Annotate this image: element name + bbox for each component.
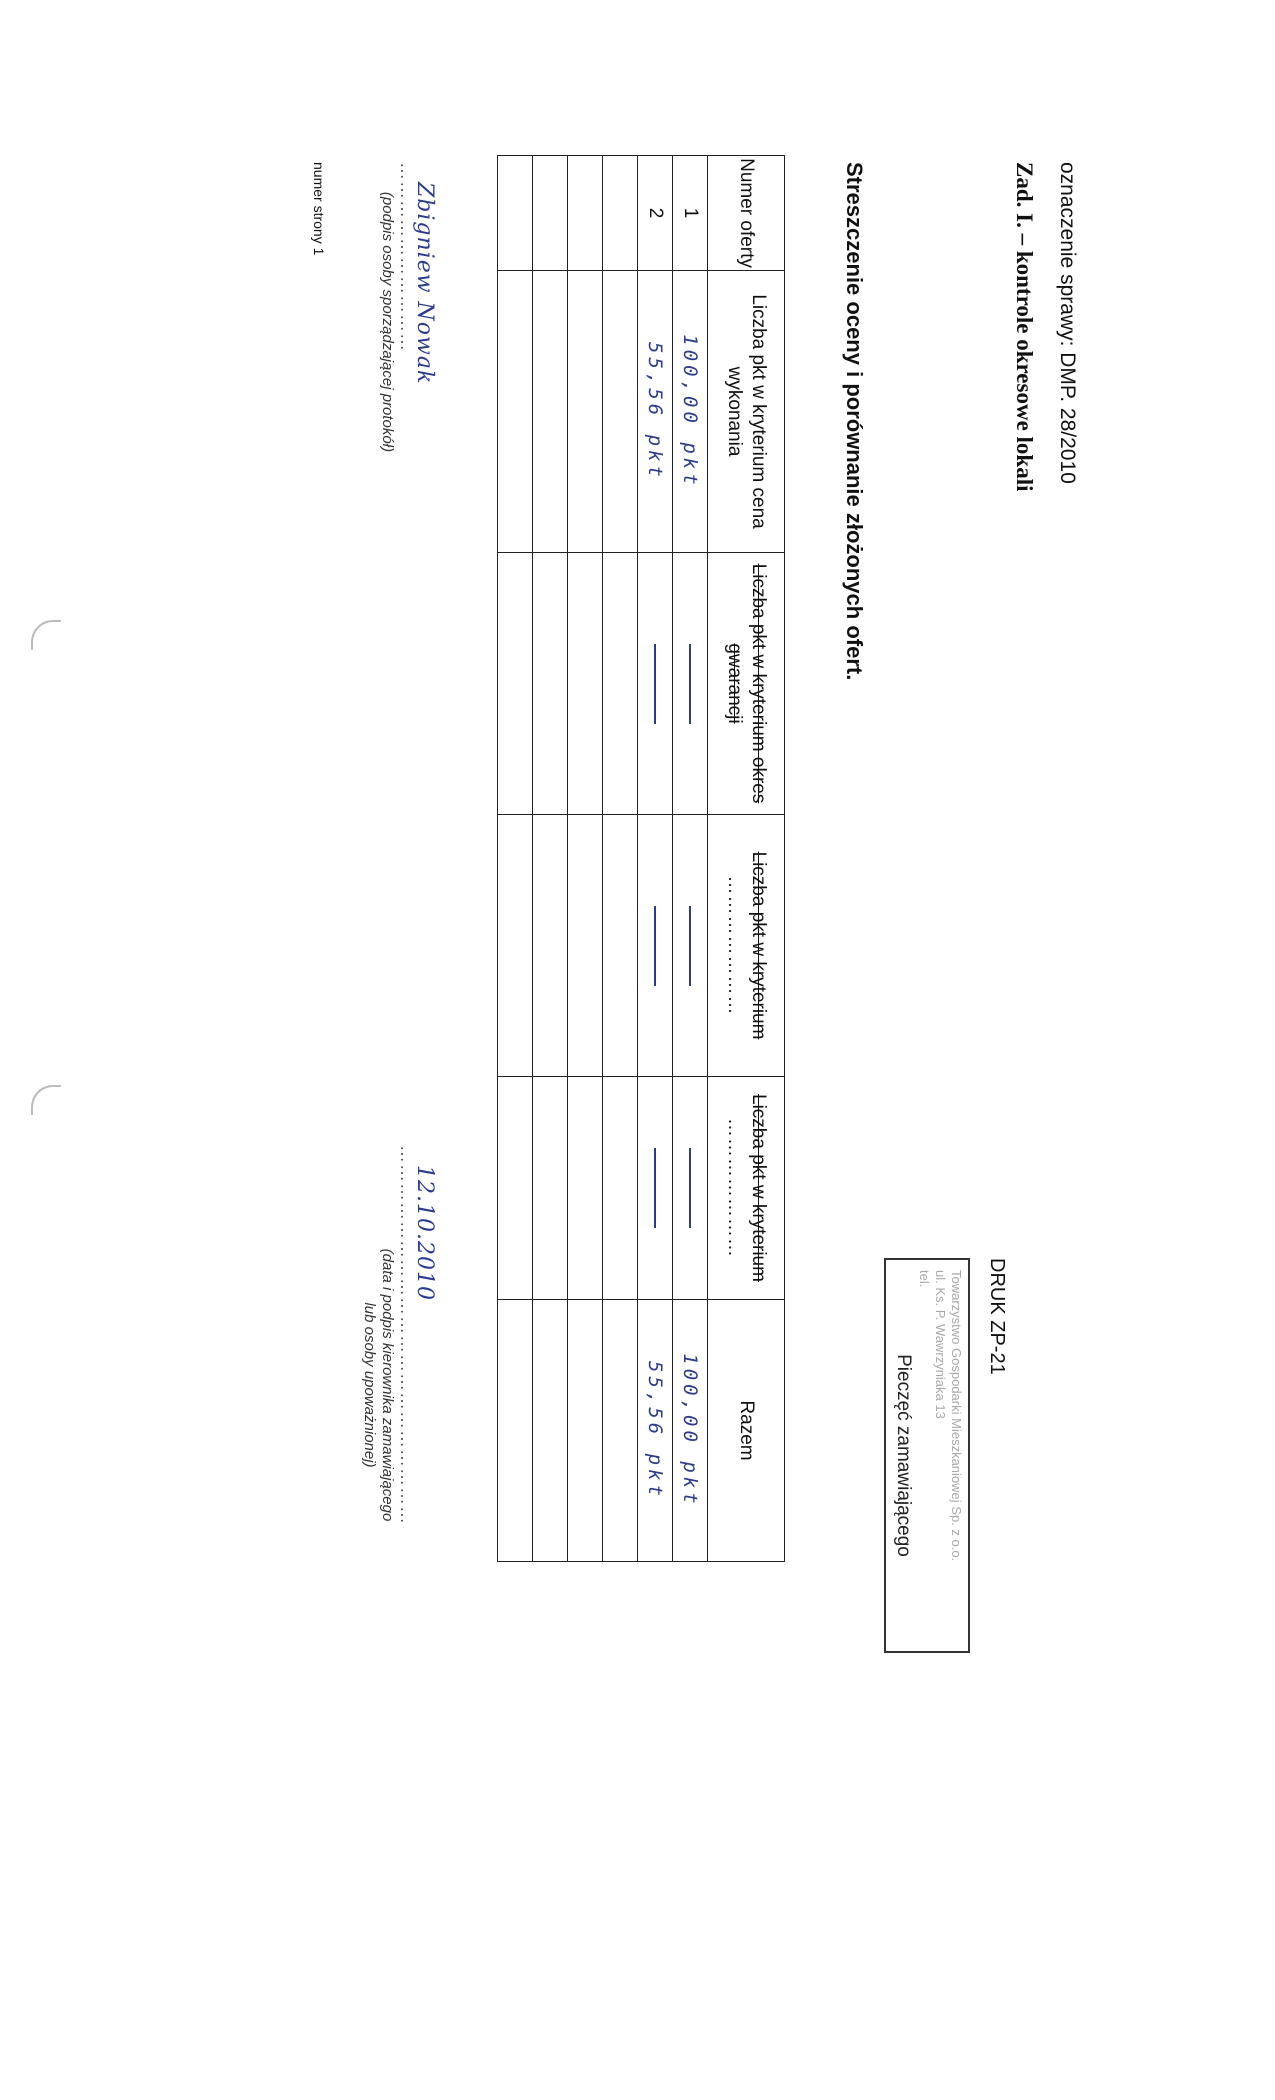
dash-mark bbox=[689, 644, 691, 724]
price-points-cell: 55,56 pkt bbox=[638, 271, 673, 553]
dash-mark bbox=[654, 1148, 656, 1228]
dash-mark bbox=[689, 906, 691, 986]
empty-row bbox=[498, 156, 533, 1562]
dash-mark bbox=[654, 906, 656, 986]
case-number: oznaczenie sprawy: DMP. 28/2010 bbox=[1056, 162, 1079, 484]
stamp-ink-line: Mieszkaniowej bbox=[949, 1418, 964, 1503]
dash-mark bbox=[689, 1148, 691, 1228]
preparer-caption: (podpis osoby sporządzającej protokół) bbox=[379, 191, 396, 453]
total-cell: 55,56 pkt bbox=[638, 1300, 673, 1562]
warranty-points-cell bbox=[673, 553, 708, 815]
manager-signature-block bbox=[360, 1145, 437, 1625]
preparer-signature-line bbox=[396, 162, 437, 482]
header-criterion-a bbox=[708, 815, 785, 1077]
empty-row bbox=[533, 156, 568, 1562]
header-criterion-a-dots: ………………… bbox=[724, 875, 745, 1016]
criterion-a-cell bbox=[673, 815, 708, 1077]
header-criterion-b-label: Liczba pkt w kryterium bbox=[748, 1094, 769, 1282]
task-title: Zad. I. – kontrole okresowe lokali bbox=[1012, 162, 1037, 492]
header-criterion-b bbox=[708, 1077, 785, 1300]
offer-number-cell: 1 bbox=[673, 156, 708, 271]
stamp-ink-line: Towarzystwo Gospodarki bbox=[949, 1270, 964, 1415]
header-price-criterion: Liczba pkt w kryterium cena wykonania bbox=[708, 271, 785, 553]
offer-number-cell: 2 bbox=[638, 156, 673, 271]
signature-dots: ………………………… bbox=[397, 1335, 417, 1525]
stamp-ink-line: tel. bbox=[917, 1270, 932, 1288]
punch-hole-mark bbox=[31, 620, 61, 650]
stamp-ink-line: Sp. z o.o. bbox=[949, 1506, 964, 1562]
table-row bbox=[638, 156, 673, 1562]
empty-row bbox=[603, 156, 638, 1562]
header-warranty-criterion: Liczba pkt w kryterium okres gwarancji bbox=[708, 553, 785, 815]
dash-mark bbox=[654, 644, 656, 724]
total-cell: 100,00 pkt bbox=[673, 1300, 708, 1562]
offers-table bbox=[497, 155, 785, 1562]
header-criterion-a-label: Liczba pkt w kryterium bbox=[748, 851, 769, 1040]
stamp-label: Pieczęć zamawiającego bbox=[893, 1354, 914, 1557]
signature-dots: ………………………… bbox=[397, 162, 417, 352]
table-row bbox=[673, 156, 708, 1562]
criterion-a-cell bbox=[638, 815, 673, 1077]
header-offer-number: Numer oferty bbox=[708, 156, 785, 271]
form-id: DRUK ZP-21 bbox=[986, 1258, 1008, 1375]
page-number: numer strony 1 bbox=[311, 162, 327, 256]
manager-caption-line1: (data i podpis kierownika zamawiającego bbox=[379, 1248, 396, 1522]
criterion-b-cell bbox=[673, 1077, 708, 1300]
manager-caption-line2: lub osoby upoważnionej) bbox=[361, 1302, 378, 1468]
preparer-signature: Zbigniew Nowak bbox=[412, 182, 437, 385]
table-header-row bbox=[708, 156, 785, 1562]
punch-hole-mark bbox=[31, 1085, 61, 1115]
header-total: Razem bbox=[708, 1300, 785, 1562]
manager-signature-date: 12.10.2010 bbox=[412, 1165, 437, 1301]
preparer-signature-block bbox=[378, 162, 437, 482]
company-stamp bbox=[884, 1258, 1008, 1653]
warranty-points-cell bbox=[638, 553, 673, 815]
empty-row bbox=[568, 156, 603, 1562]
header-criterion-b-dots: ………………… bbox=[724, 1118, 745, 1258]
section-title: Streszczenie oceny i porównanie złożonych ofert. bbox=[842, 162, 867, 681]
signature-dots: ………………………… bbox=[397, 1145, 417, 1335]
price-points-cell: 100,00 pkt bbox=[673, 271, 708, 553]
criterion-b-cell bbox=[638, 1077, 673, 1300]
manager-signature-line bbox=[396, 1145, 437, 1625]
stamp-ink-line: ul. Ks. P. Wawrzyniaka 13 bbox=[933, 1270, 948, 1419]
stamp-ink bbox=[916, 1270, 964, 1561]
